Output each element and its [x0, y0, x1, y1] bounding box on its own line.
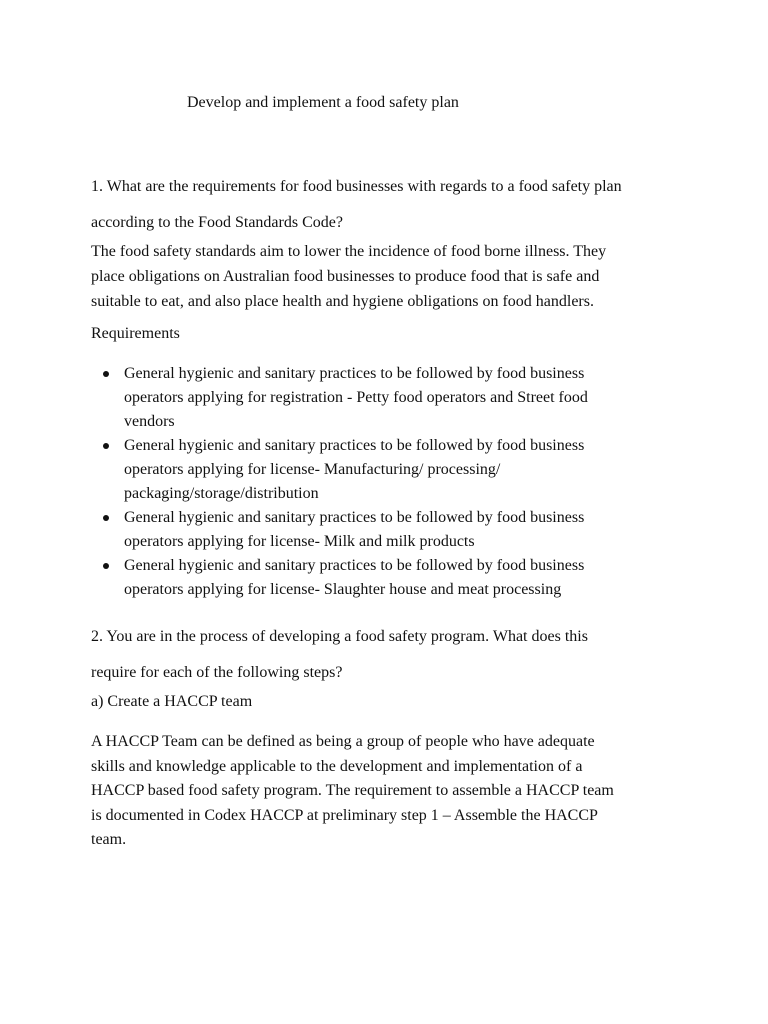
paragraph-line: place obligations on Australian food businesses to produce food that is safe and [91, 268, 600, 285]
list-item-line: operators applying for license- Slaughter house and meat processing [124, 581, 562, 598]
question-2-line: require for each of the following steps? [91, 664, 343, 681]
paragraph-line: is documented in Codex HACCP at preliminary step 1 – Assemble the HACCP [91, 806, 598, 824]
list-item-line: General hygienic and sanitary practices to be followed by food business [124, 365, 585, 382]
list-item-line: operators applying for license- Milk and milk products [124, 533, 475, 550]
list-item-line: General hygienic and sanitary practices to be followed by food business [124, 437, 585, 454]
list-item-line: operators applying for registration - Petty food operators and Street food [124, 389, 588, 406]
list-item-line: General hygienic and sanitary practices to be followed by food business [124, 509, 585, 526]
bullet-icon [103, 443, 109, 449]
bullet-icon [103, 563, 109, 569]
question-1-line: according to the Food Standards Code? [91, 214, 343, 231]
list-item-line: vendors [124, 413, 175, 430]
question-2-line: 2. You are in the process of developing a food safety program. What does this [91, 628, 588, 645]
bullet-icon [103, 371, 109, 377]
question-1 [91, 169, 691, 241]
paragraph-line: suitable to eat, and also place health and hygiene obligations on food handlers. [91, 293, 594, 310]
bullet-icon [103, 515, 109, 521]
paragraph-line: A HACCP Team can be defined as being a group of people who have adequate [91, 733, 595, 750]
question-2 [91, 619, 691, 691]
document-title: Develop and implement a food safety plan [187, 94, 459, 111]
list-item [91, 362, 691, 434]
subquestion-a: a) Create a HACCP team [91, 693, 253, 710]
list-item-line: General hygienic and sanitary practices to be followed by food business [124, 557, 585, 574]
list-item [91, 434, 691, 506]
list-item-line: operators applying for license- Manufacturing/ processing/ [124, 461, 501, 478]
list-item [91, 554, 691, 602]
paragraph-line: team. [91, 831, 127, 848]
list-item [91, 506, 691, 554]
paragraph-line: HACCP based food safety program. The requirement to assemble a HACCP team [91, 782, 614, 799]
requirements-heading: Requirements [91, 325, 180, 342]
list-item-line: packaging/storage/distribution [124, 485, 319, 502]
requirements-list [91, 362, 691, 602]
paragraph-line: The food safety standards aim to lower the incidence of food borne illness. They [91, 243, 607, 260]
paragraph-food-safety-standards [91, 239, 691, 314]
paragraph-line: skills and knowledge applicable to the development and implementation of a [91, 757, 583, 775]
question-1-line: 1. What are the requirements for food businesses with regards to a food safety plan [91, 178, 622, 195]
paragraph-haccp-team [91, 730, 691, 853]
